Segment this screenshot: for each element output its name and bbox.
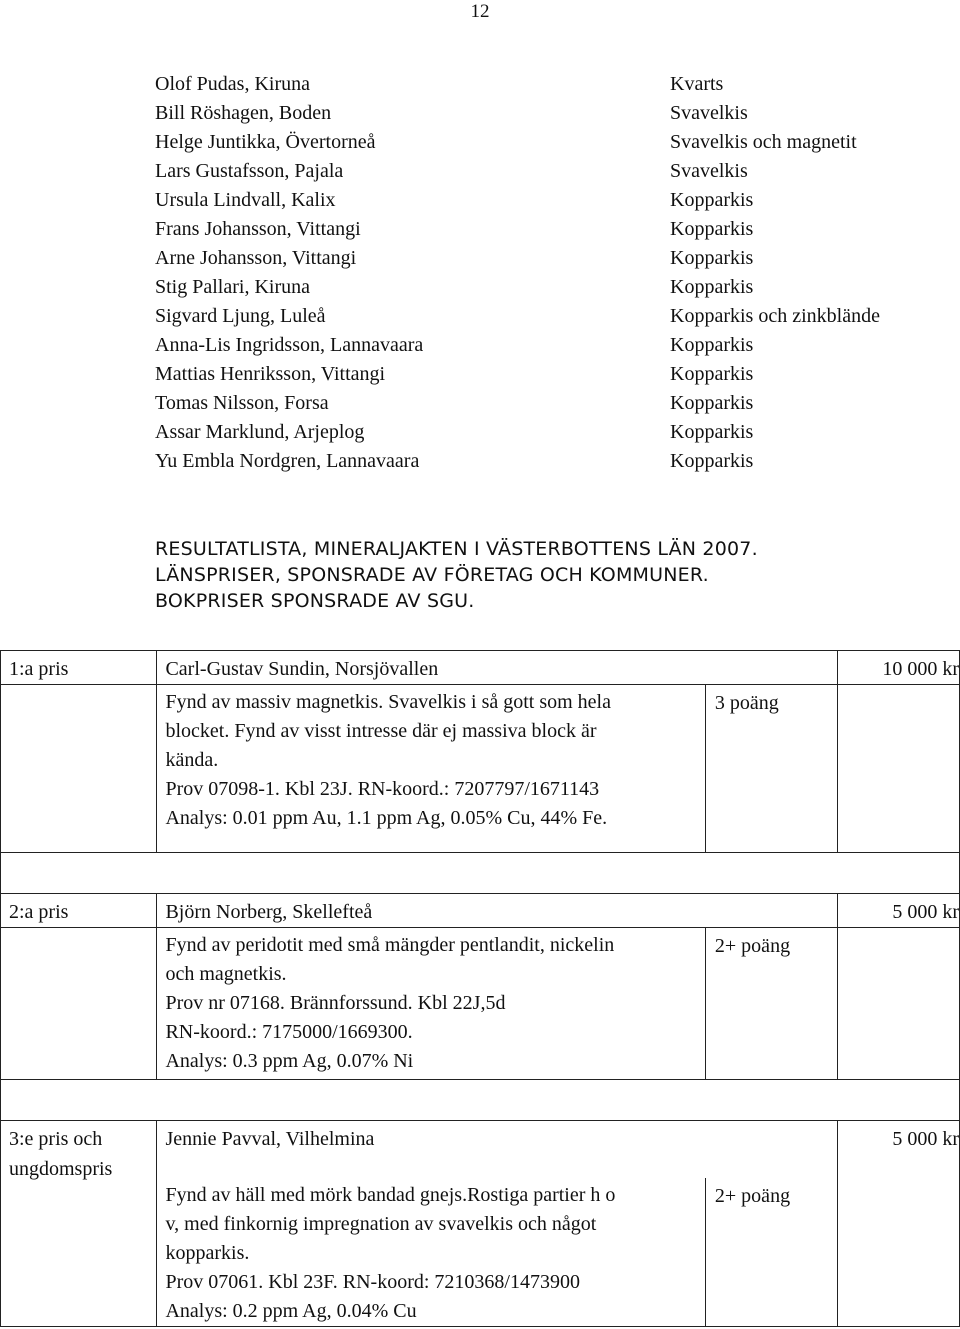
prize-description — [157, 928, 705, 1080]
prize-body-row — [1, 928, 960, 1080]
prize-place-line: 3:e pris och — [9, 1128, 103, 1150]
prize-winner: Björn Norberg, Skellefteå — [157, 894, 838, 928]
finder-name: Tomas Nilsson, Forsa — [155, 392, 329, 414]
finder-name: Stig Pallari, Kiruna — [155, 276, 310, 298]
finder-name: Yu Embla Nordgren, Lannavaara — [155, 450, 420, 472]
finder-mineral: Kopparkis — [670, 189, 754, 211]
prize-header-row — [1, 894, 960, 928]
finder-mineral: Kvarts — [670, 73, 724, 95]
heading-line: RESULTATLISTA, MINERALJAKTEN I VÄSTERBOTTENS LÄN 2007. — [155, 538, 758, 560]
finder-minerals-list — [670, 70, 880, 476]
prize-place-line: ungdomspris — [9, 1158, 113, 1180]
empty-cell — [838, 928, 960, 1080]
finder-mineral: Kopparkis och zinkblände — [670, 305, 880, 327]
heading-line: BOKPRISER SPONSRADE AV SGU. — [155, 590, 475, 612]
finder-name: Assar Marklund, Arjeplog — [155, 421, 365, 443]
prize-description — [157, 1178, 705, 1327]
finder-name: Anna-Lis Ingridsson, Lannavaara — [155, 334, 424, 356]
finder-mineral: Svavelkis och magnetit — [670, 131, 857, 153]
finder-mineral: Kopparkis — [670, 247, 754, 269]
description-line: v, med finkornig impregnation av svavelkis och något — [165, 1213, 597, 1235]
finder-mineral: Kopparkis — [670, 218, 754, 240]
description-line: kopparkis. — [165, 1242, 250, 1264]
description-line: Prov 07098-1. Kbl 23J. RN-koord.: 7207797/1671143 — [165, 778, 600, 800]
finder-name: Lars Gustafsson, Pajala — [155, 160, 344, 182]
prize-body-row — [1, 685, 960, 853]
prize-points: 2+ poäng — [705, 928, 837, 1080]
finder-name: Arne Johansson, Vittangi — [155, 247, 357, 269]
empty-cell — [1, 685, 157, 853]
description-line: Prov nr 07168. Brännforssund. Kbl 22J,5d — [165, 992, 506, 1014]
finder-name: Bill Röshagen, Boden — [155, 102, 332, 124]
prize-description — [157, 685, 705, 853]
prize-amount: 10 000 kr — [838, 651, 960, 685]
prize-amount: 5 000 kr — [838, 1121, 960, 1179]
description-line: och magnetkis. — [165, 963, 287, 985]
finder-mineral: Kopparkis — [670, 334, 754, 356]
table-spacer-row — [1, 1080, 960, 1121]
finder-mineral: Kopparkis — [670, 276, 754, 298]
prize-header-row — [1, 1121, 960, 1179]
prize-winner: Jennie Pavval, Vilhelmina — [157, 1121, 838, 1179]
empty-cell — [838, 685, 960, 853]
description-line: Fynd av massiv magnetkis. Svavelkis i så gott som hela — [165, 691, 611, 713]
finder-mineral: Svavelkis — [670, 160, 748, 182]
finder-name: Helge Juntikka, Övertorneå — [155, 131, 376, 153]
description-line: Analys: 0.2 ppm Ag, 0.04% Cu — [165, 1300, 417, 1322]
description-line: Fynd av häll med mörk bandad gnejs.Rostiga partier h o — [165, 1184, 616, 1206]
prize-table — [0, 650, 960, 1327]
prize-amount: 5 000 kr — [838, 894, 960, 928]
prize-winner: Carl-Gustav Sundin, Norsjövallen — [157, 651, 838, 685]
page-number: 12 — [470, 1, 490, 22]
prize-header-row — [1, 651, 960, 685]
finder-mineral: Kopparkis — [670, 450, 754, 472]
heading-line: LÄNSPRISER, SPONSRADE AV FÖRETAG OCH KOMMUNER. — [155, 564, 709, 586]
prize-place: 2:a pris — [1, 894, 157, 928]
prize-points: 3 poäng — [705, 685, 837, 853]
prize-place: 1:a pris — [1, 651, 157, 685]
description-line: Analys: 0.01 ppm Au, 1.1 ppm Ag, 0.05% Cu, 44% Fe. — [165, 807, 608, 829]
finder-name: Sigvard Ljung, Luleå — [155, 305, 326, 327]
prize-points: 2+ poäng — [705, 1178, 837, 1327]
prize-place — [1, 1121, 157, 1327]
finder-mineral: Svavelkis — [670, 102, 748, 124]
finder-mineral: Kopparkis — [670, 392, 754, 414]
description-line: kända. — [165, 749, 219, 771]
finder-name: Mattias Henriksson, Vittangi — [155, 363, 386, 385]
table-spacer-row — [1, 853, 960, 894]
results-heading — [155, 536, 758, 614]
spacer-cell — [1, 1080, 960, 1121]
finder-names-list — [155, 70, 423, 476]
description-line: blocket. Fynd av visst intresse där ej massiva block är — [165, 720, 597, 742]
finder-mineral: Kopparkis — [670, 421, 754, 443]
description-line: Fynd av peridotit med små mängder pentlandit, nickelin — [165, 934, 615, 956]
finder-name: Olof Pudas, Kiruna — [155, 73, 310, 95]
description-line: Prov 07061. Kbl 23F. RN-koord: 7210368/1473900 — [165, 1271, 580, 1293]
empty-cell — [838, 1178, 960, 1327]
empty-cell — [1, 928, 157, 1080]
finder-name: Frans Johansson, Vittangi — [155, 218, 361, 240]
description-line: Analys: 0.3 ppm Ag, 0.07% Ni — [165, 1050, 414, 1072]
finder-name: Ursula Lindvall, Kalix — [155, 189, 336, 211]
description-line: RN-koord.: 7175000/1669300. — [165, 1021, 413, 1043]
finder-mineral: Kopparkis — [670, 363, 754, 385]
spacer-cell — [1, 853, 960, 894]
